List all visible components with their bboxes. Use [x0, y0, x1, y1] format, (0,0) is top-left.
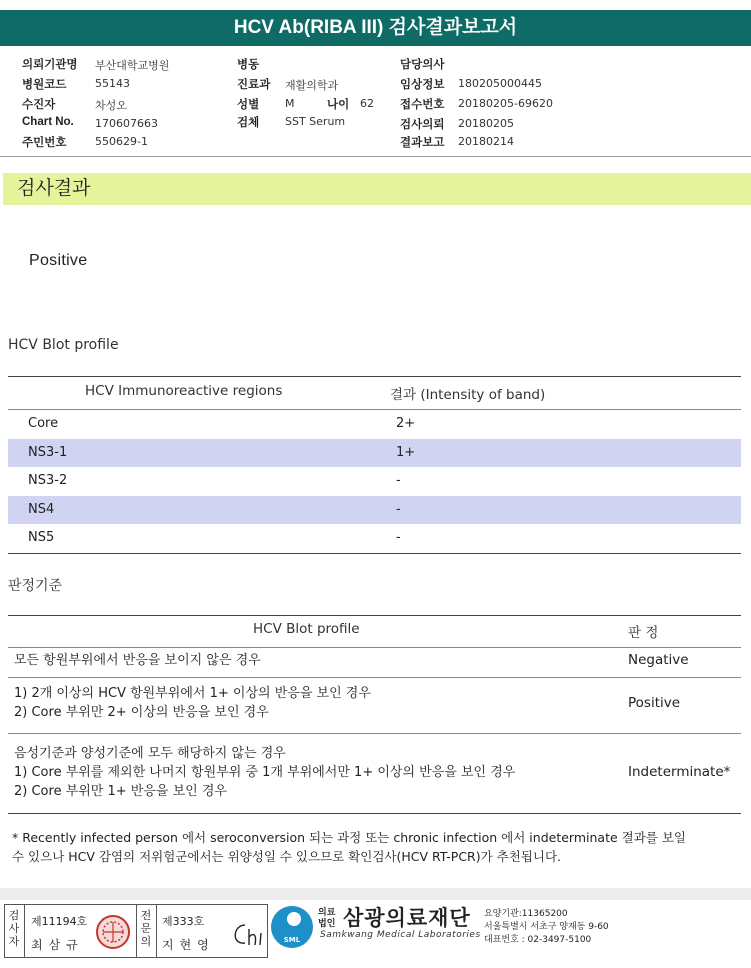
org-phone: 대표번호 : 02-3497-5100: [484, 935, 592, 945]
specimen-label: 검체: [237, 117, 260, 129]
ward-label: 병동: [237, 59, 260, 71]
criteria-positive-text-1: 1) 2개 이상의 HCV 항원부위에서 1+ 이상의 반응을 보인 경우: [14, 686, 371, 701]
tester-label: 검사자: [8, 909, 20, 948]
overall-result: Positive: [29, 252, 88, 269]
sex-value: M: [285, 97, 295, 110]
seal-stamp-icon: [95, 913, 131, 951]
org-category-line-1: 의료: [318, 908, 336, 918]
tester-name: 최삼규: [31, 938, 84, 952]
request-value: 20180205: [458, 117, 514, 130]
doctor-label: 담당의사: [400, 59, 445, 71]
institution-label: 의뢰기관명: [22, 59, 78, 71]
region-name: Core: [28, 416, 59, 431]
criteria-positive-judgment: Positive: [628, 695, 681, 711]
criteria-title: 판정기준: [8, 578, 63, 594]
band-intensity: 2+: [396, 416, 416, 431]
request-label: 검사의뢰: [400, 119, 445, 131]
reviewer-name: 지현영: [162, 938, 215, 952]
footnote: [12, 828, 742, 866]
criteria-row-border: [8, 677, 741, 678]
id-label: 주민번호: [22, 137, 67, 149]
criteria-indeterminate-text-2: 1) Core 부위를 제외한 나머지 항원부위 중 1개 부위에서만 1+ 이상의 반응을 보인 경우: [14, 765, 516, 780]
criteria-positive-text-2: 2) Core 부위만 2+ 이상의 반응을 보인 경우: [14, 705, 269, 720]
blot-row: [8, 496, 741, 524]
id-value: 550629-1: [95, 135, 148, 148]
section-result-heading: 검사결과: [3, 173, 751, 205]
accession-value: 20180205-69620: [458, 97, 553, 110]
region-name: NS5: [28, 530, 55, 545]
footer-divider: [0, 888, 751, 900]
footer: [0, 900, 751, 968]
blot-col-intensity: 결과 (Intensity of band): [390, 387, 546, 403]
divider: [156, 905, 157, 957]
org-category-line-2: 법인: [318, 919, 336, 929]
blot-row: [8, 439, 741, 467]
criteria-col-profile: HCV Blot profile: [253, 621, 360, 637]
specimen-value: SST Serum: [285, 115, 346, 128]
band-intensity: -: [396, 502, 401, 517]
reviewer-label: 전문의: [140, 909, 152, 948]
report-date-label: 결과보고: [400, 137, 445, 149]
org-address: 서울특별시 서초구 양재동 9-60: [484, 922, 609, 932]
org-category: [318, 908, 335, 930]
blot-row: [8, 524, 741, 552]
dept-label: 진료과: [237, 79, 271, 91]
org-contact: [484, 908, 609, 947]
accession-label: 접수번호: [400, 99, 445, 111]
age-value: 62: [360, 97, 374, 110]
criteria-negative-judgment: Negative: [628, 652, 689, 668]
criteria-table-top-border: [8, 615, 741, 616]
blot-table-top-border: [8, 376, 741, 377]
criteria-header-border: [8, 647, 741, 648]
code-label: 병원코드: [22, 79, 67, 91]
age-label: 나이: [327, 99, 350, 111]
code-value: 55143: [95, 77, 130, 90]
sml-logo-icon: [271, 906, 313, 948]
clinical-label: 임상정보: [400, 79, 445, 91]
dept-value: 재활의학과: [285, 79, 339, 92]
band-intensity: 1+: [396, 445, 416, 460]
footnote-line-2: 수 있으나 HCV 감염의 저위험군에서는 위양성일 수 있으므로 확인검사(HCV RT-PCR)가 추천됩니다.: [12, 849, 562, 864]
org-name: 삼광의료재단: [343, 906, 471, 930]
criteria-table-bottom-border: [8, 813, 741, 814]
region-name: NS3-2: [28, 473, 68, 488]
blot-row: [8, 410, 741, 438]
criteria-indeterminate-judgment: Indeterminate*: [628, 764, 731, 780]
org-code: 요양기관:11365200: [484, 909, 568, 919]
region-name: NS3-1: [28, 445, 68, 460]
criteria-col-judgment: 판 정: [628, 625, 659, 641]
chart-label: Chart No.: [22, 116, 74, 128]
divider: [24, 905, 25, 957]
patient-info: [0, 55, 751, 155]
reviewer-signature: [225, 911, 265, 951]
clinical-value: 180205000445: [458, 77, 542, 90]
blot-col-regions: HCV Immunoreactive regions: [85, 383, 283, 399]
region-name: NS4: [28, 502, 55, 517]
blot-row: [8, 467, 741, 495]
patient-value: 차성오: [95, 99, 127, 112]
blot-profile-title: HCV Blot profile: [8, 337, 119, 353]
org-name-english: Samkwang Medical Laboratories: [320, 930, 481, 940]
footnote-line-1: * Recently infected person 에서 seroconversion 되는 과정 또는 chronic infection 에서 indeterminate 결과를 보일: [12, 830, 686, 845]
chart-value: 170607663: [95, 117, 158, 130]
institution-value: 부산대학교병원: [95, 59, 170, 72]
signature-box: [4, 904, 268, 958]
band-intensity: -: [396, 473, 401, 488]
tester-license: 제11194호: [31, 915, 88, 928]
report-date-value: 20180214: [458, 135, 514, 148]
reviewer-license: 제333호: [162, 915, 205, 928]
report-title: HCV Ab(RIBA III) 검사결과보고서: [0, 10, 751, 46]
criteria-negative-text: 모든 항원부위에서 반응을 보이지 않은 경우: [14, 653, 261, 668]
criteria-indeterminate-text-1: 음성기준과 양성기준에 모두 해당하지 않는 경우: [14, 746, 286, 761]
criteria-indeterminate-text-3: 2) Core 부위만 1+ 반응을 보인 경우: [14, 784, 227, 799]
patient-label: 수진자: [22, 99, 56, 111]
logo-text: SML: [283, 936, 301, 944]
sex-label: 성별: [237, 99, 260, 111]
info-divider: [0, 156, 751, 157]
blot-table-bottom-border: [8, 553, 741, 554]
band-intensity: -: [396, 530, 401, 545]
criteria-row-border: [8, 733, 741, 734]
